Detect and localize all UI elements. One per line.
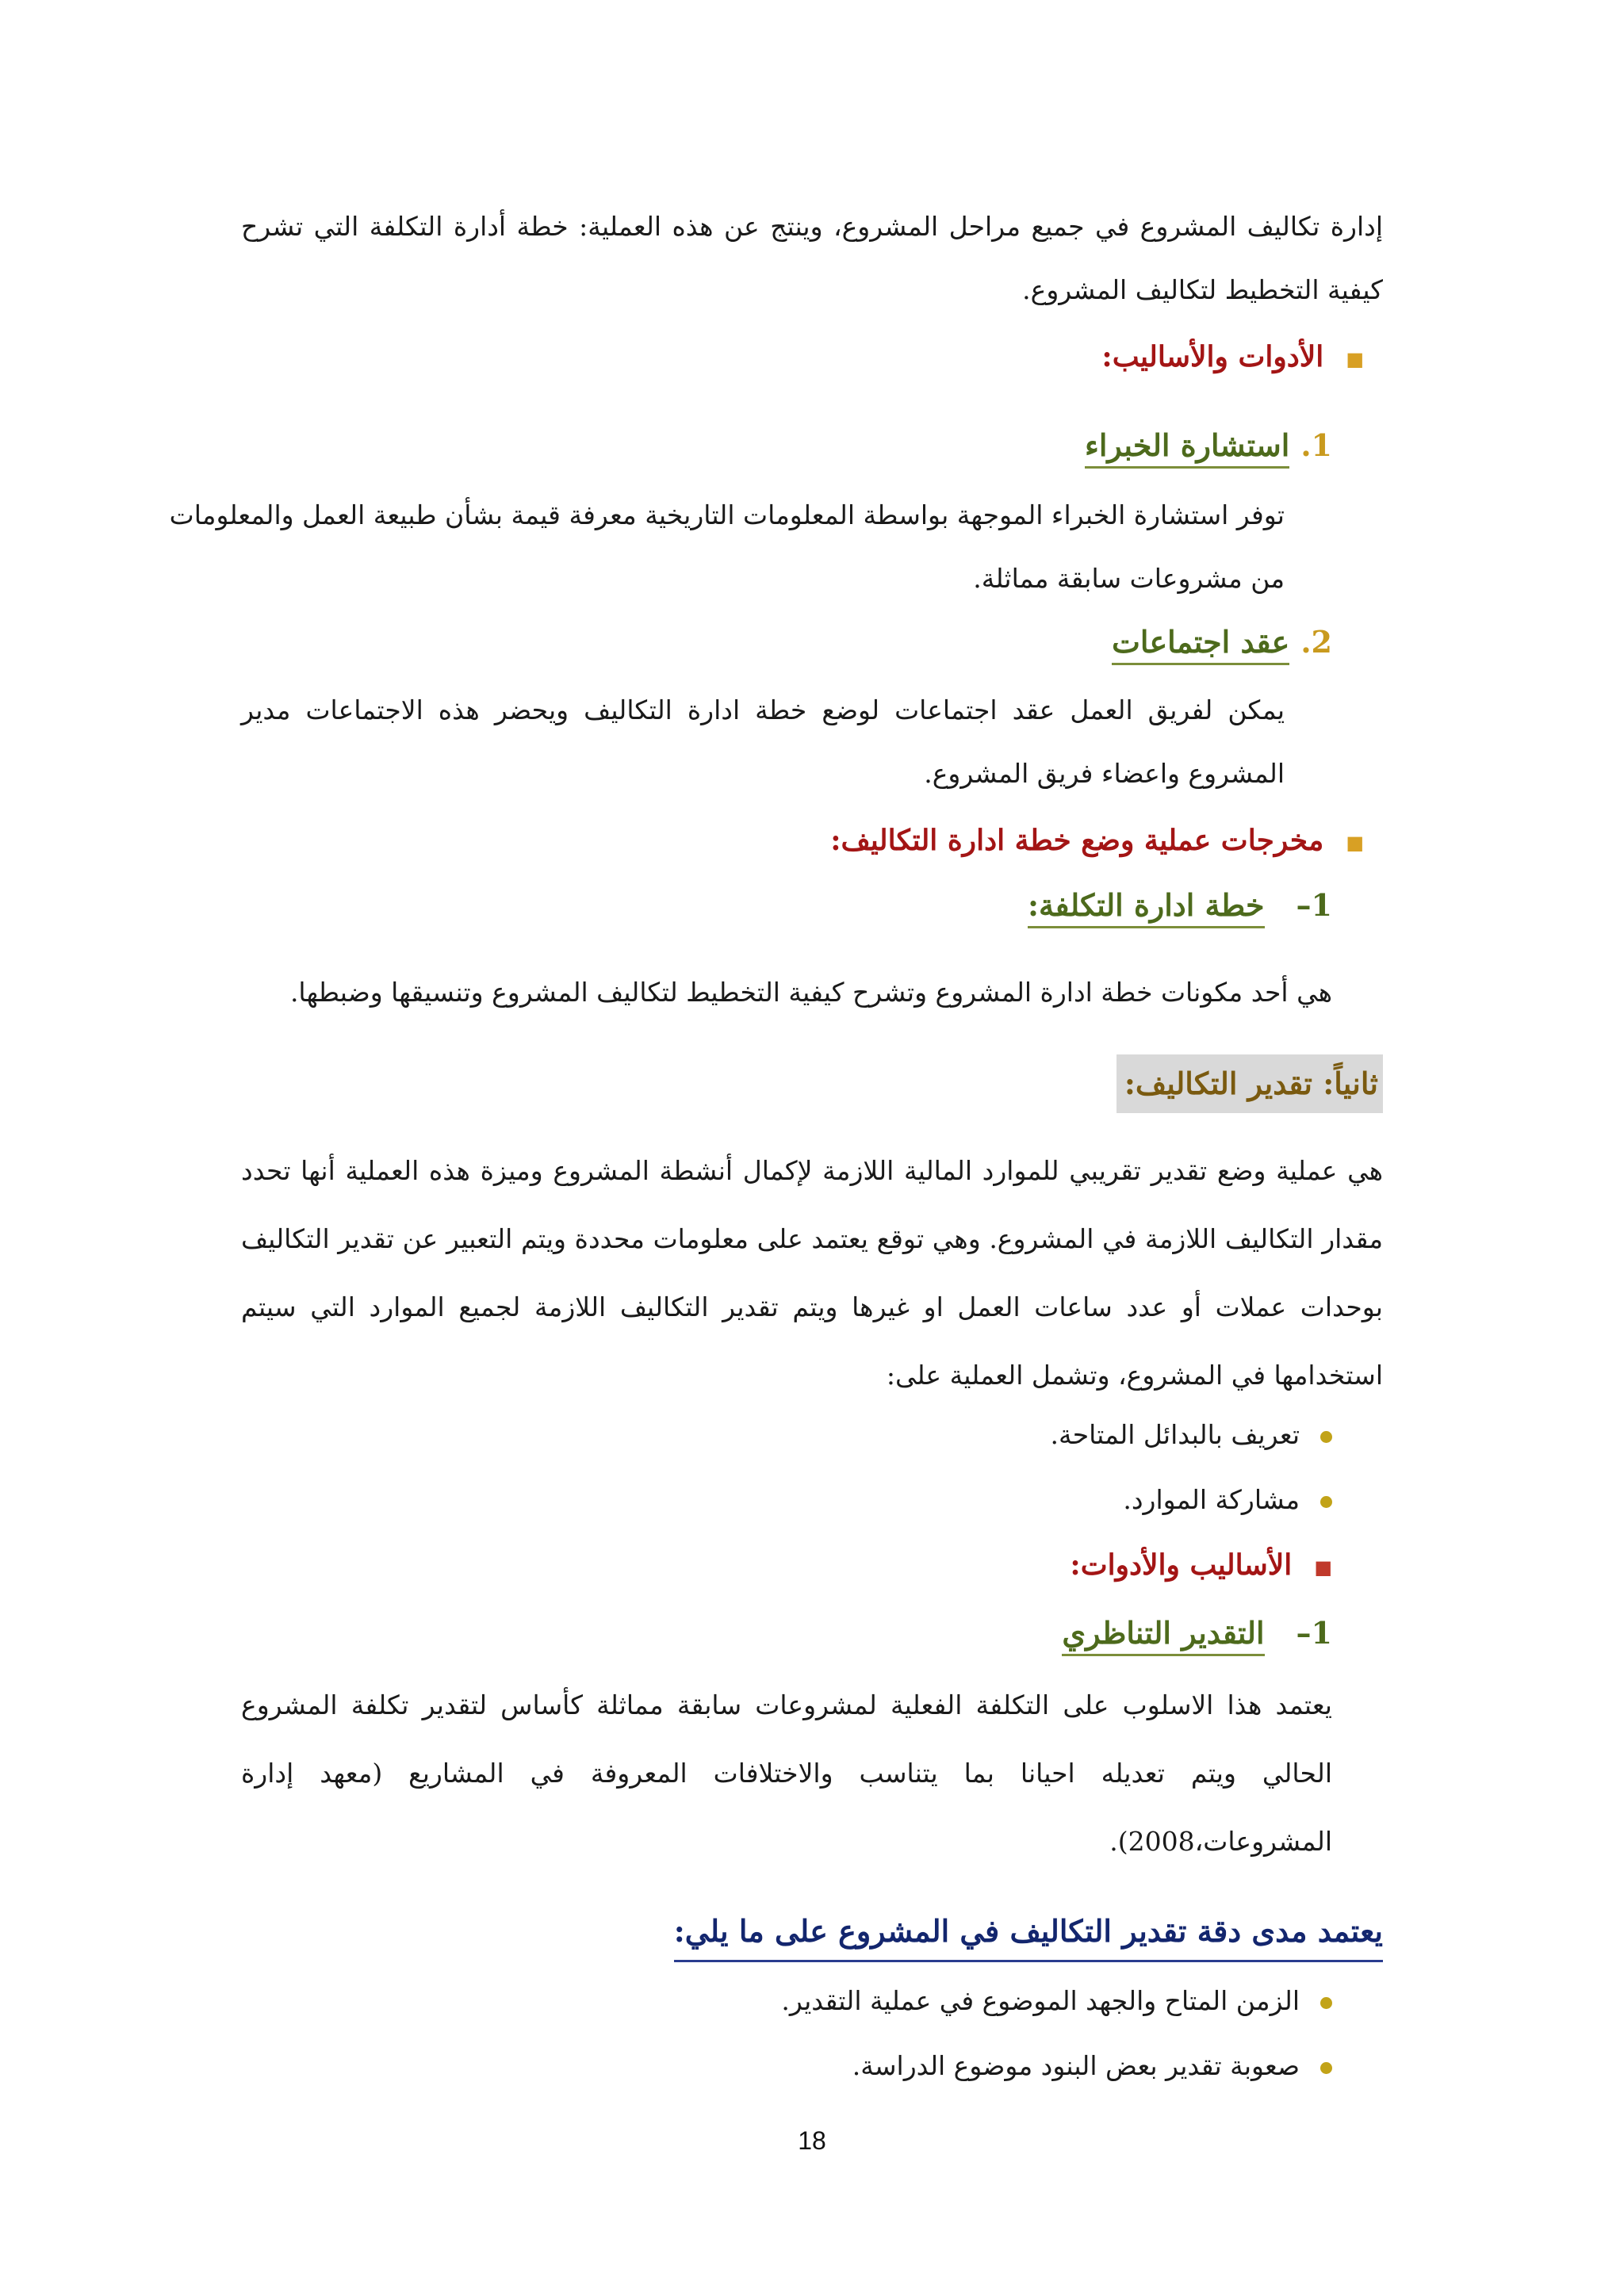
dot-bullet-icon	[1320, 1496, 1332, 1508]
bullet-text: مشاركة الموارد.	[1123, 1484, 1300, 1515]
outputs-heading	[830, 817, 1364, 867]
square-bullet-icon: ■	[1346, 347, 1364, 370]
intro-line-2: كيفية التخطيط لتكاليف المشروع.	[1022, 274, 1383, 305]
section-2-title: تقدير التكاليف:	[1124, 1066, 1312, 1101]
method-1-title: التقدير التناظري	[1062, 1615, 1264, 1656]
page-number: 18	[798, 2126, 826, 2155]
accuracy-bullet-2	[852, 2042, 1332, 2090]
tools-heading-text: الأدوات والأساليب:	[1101, 340, 1324, 373]
item-2-title: عقد اجتماعات	[1112, 624, 1289, 665]
item-2-heading	[1112, 618, 1332, 666]
method-1-paragraph: يعتمد هذا الاسلوب على التكلفة الفعلية لمشروعات سابقة مماثلة كأساس لتقدير تكلفة المشروع الحالي ويتم تعديله احيانا بما يتناسب والاختلافات المعروفة في المشاريع (معهد إدارة المشروعات،2008).	[241, 1689, 1332, 1857]
section-2-heading	[1116, 1054, 1383, 1113]
item-1-number: 1.	[1300, 427, 1332, 463]
item-1-heading	[1085, 422, 1332, 469]
bullet-text: تعريف بالبدائل المتاحة.	[1050, 1419, 1300, 1450]
accuracy-bullet-1	[781, 1977, 1332, 2025]
method-1-heading	[1062, 1609, 1332, 1657]
bullet-text: الزمن المتاح والجهد الموضوع في عملية التقدير.	[781, 1985, 1300, 2016]
bullet-text: صعوبة تقدير بعض البنود موضوع الدراسة.	[852, 2050, 1300, 2081]
item-1-title: استشارة الخبراء	[1085, 427, 1289, 469]
method-1-number: 1–	[1296, 1615, 1332, 1651]
intro-line-1: إدارة تكاليف المشروع في جميع مراحل المشروع، وينتج عن هذه العملية: خطة أدارة التكلفة التي تشرح	[241, 211, 1384, 242]
square-bullet-icon: ■	[1346, 831, 1364, 854]
section-2-bullet-1	[1051, 1411, 1332, 1459]
output-1-title: خطة ادارة التكلفة:	[1028, 887, 1265, 928]
methods-heading	[1070, 1541, 1332, 1591]
dot-bullet-icon	[1320, 1431, 1332, 1443]
dot-bullet-icon	[1320, 1997, 1332, 2009]
output-1-heading	[1028, 882, 1332, 929]
item-1-line-2: من مشروعات سابقة مماثلة.	[973, 563, 1285, 594]
section-2-paragraph: هي عملية وضع تقدير تقريبي للموارد المالية اللازمة لإكمال أنشطة المشروع وميزة هذه العملية أنها تحدد مقدار التكاليف اللازمة في المشروع. وهي توقع يعتمد على معلومات محددة ويتم التعبير عن تقدير التكاليف بوحدات عملات أو عدد ساعات العمل او غيرها ويتم تقدير التكاليف اللازمة لجميع الموارد التي سيتم استخدامها في المشروع، وتشمل العملية على:	[241, 1155, 1383, 1391]
output-1-number: 1–	[1296, 887, 1332, 923]
section-2-prefix: ثانياً:	[1323, 1066, 1378, 1101]
item-2-line-1: يمكن لفريق العمل عقد اجتماعات لوضع خطة ادارة التكاليف ويحضر هذه الاجتماعات مدير	[241, 695, 1285, 725]
item-2-line-2: المشروع واعضاء فريق المشروع.	[924, 758, 1285, 789]
accuracy-heading: يعتمد مدى دقة تقدير التكاليف في المشروع على ما يلي:	[674, 1908, 1383, 1962]
output-1-text: هي أحد مكونات خطة ادارة المشروع وتشرح كيفية التخطيط لتكاليف المشروع وتنسيقها وضبطها.	[289, 977, 1332, 1008]
item-1-line-1: توفر استشارة الخبراء الموجهة بواسطة المعلومات التاريخية معرفة قيمة بشأن طبيعة العمل والمعلومات	[169, 499, 1285, 530]
methods-heading-text: الأساليب والأدوات:	[1070, 1548, 1293, 1582]
section-2-bullet-2	[1123, 1476, 1332, 1524]
outputs-heading-text: مخرجات عملية وضع خطة ادارة التكاليف:	[830, 824, 1324, 857]
item-2-number: 2.	[1300, 624, 1332, 660]
tools-heading	[1101, 333, 1364, 383]
dot-bullet-icon	[1320, 2062, 1332, 2074]
square-bullet-icon: ■	[1314, 1556, 1332, 1578]
